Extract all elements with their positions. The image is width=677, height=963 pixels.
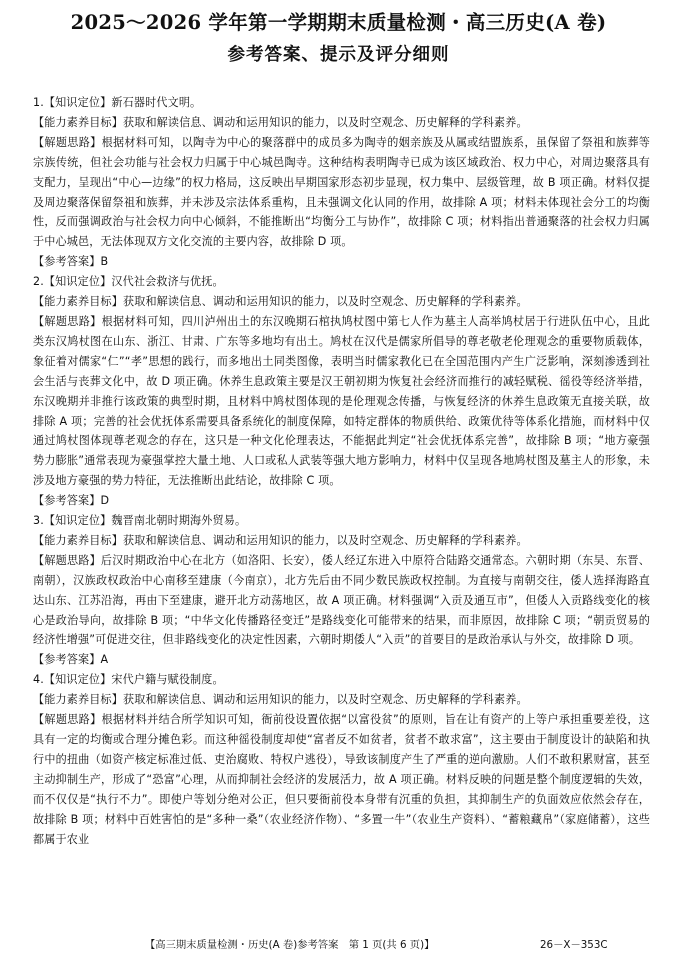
- page-subtitle: 参考答案、提示及评分细则: [227, 45, 450, 65]
- question-number: 3.: [33, 514, 44, 528]
- page-footer: [0, 936, 677, 954]
- question-number: 2.: [33, 275, 44, 289]
- ability-text: 【能力素养目标】获取和解读信息、调动和运用知识的能力，以及时空观念、历史解释的学科素养。: [33, 533, 528, 547]
- knowledge-text: 【知识定位】魏晋南北朝时期海外贸易。: [43, 514, 247, 528]
- question-knowledge: [33, 670, 650, 690]
- answer-text: 【参考答案】A: [33, 653, 109, 667]
- footer-exam-code: 26－X－353C: [540, 939, 608, 951]
- question-block-4: [33, 670, 650, 849]
- knowledge-text: 【知识定位】汉代社会救济与优抚。: [43, 275, 224, 289]
- knowledge-text: 【知识定位】宋代户籍与赋役制度。: [43, 673, 224, 687]
- knowledge-text: 【知识定位】新石器时代文明。: [43, 96, 202, 109]
- question-block-3: [33, 511, 650, 670]
- answers-body: [33, 93, 650, 920]
- analysis-text: 【解题思路】根据材料可知，四川泸州出土的东汉晚期石棺执鸠杖图中第七人作为墓主人高举鸠杖居于行进队伍中心，且此类东汉鸠杖图在山东、浙江、甘肃、广东等多地均有出土。鸠杖在汉代是儒家所倡导的尊老敬老伦理观念的重要物质载体，象征着对儒家“仁”“孝”思想的践行，而多地出土同类图像，表明当时儒家教化已在全国范围内产生广泛影响，深刻渗透到社会生活与丧葬文化中，故 D 项正确。休养生息政策主要是汉王朝初期为恢复社会经济而推行的减轻赋税、徭役等经济举措，东汉晚期并非推行该政策的典型时期，且材料中鸠杖图体现的是伦理观念传播，与恢复经济的休养生息政策无直接关联，故排除 A 项；完善的社会优抚体系需要具备系统化的制度保障，如特定群体的物质供给、政策优待等体系化措施，而材料中仅通过鸠杖图体现尊老观念的存在，这只是一种文化伦理表达，不能据此判定“社会优抚体系完善”，故排除 B 项；“地方豪强势力膨胀”通常表现为豪强掌控大量土地、人口或私人武装等强大地方影响力，材料中仅呈现各地鸠杖图及墓主人的形象，未涉及地方豪强的势力特征，无法推断出此结论，故排除 C 项。: [33, 314, 650, 488]
- ability-text: 【能力素养目标】获取和解读信息、调动和运用知识的能力，以及时空观念、历史解释的学科素养。: [33, 115, 528, 129]
- question-knowledge: [33, 93, 650, 113]
- question-knowledge: [33, 511, 650, 531]
- footer-page-info: 【高三期末质量检测・历史(A 卷)参考答案 第 1 页(共 6 页)】: [145, 939, 435, 951]
- question-number: 4.: [33, 673, 44, 687]
- question-number: 1.: [33, 96, 44, 109]
- analysis-text: 【解题思路】根据材料并结合所学知识可知，衙前役设置依据“以富役贫”的原则，旨在让有资产的上等户承担重要差役，这具有一定的均衡或合理分摊色彩。而这种徭役制度却使“富者反不如贫者，贫者不敢求富”，这主要由于制度设计的缺陷和执行中的扭曲（如资产核定标准过低、吏治腐败、特权户逃役），导致该制度产生了严重的逆向激励。人们不敢积累财富，甚至主动抑制生产，形成了“恐富”心理，从而抑制社会经济的发展活力，故 A 项正确。材料反映的问题是整个制度逻辑的失效，而不仅仅是“执行不力”。即使户等划分绝对公正，但只要衙前役本身带有沉重的负担，其抑制生产的负面效应依然会存在，故排除 B 项；材料中百姓害怕的是“多种一桑”（农业经济作物）、“多置一牛”（农业生产资料）、“蓄粮藏帛”（家庭储蓄），这些都属于农业: [33, 713, 650, 846]
- analysis-text: 【解题思路】后汉时期政治中心在北方（如洛阳、长安），倭人经辽东进入中原符合陆路交通常态。六朝时期（东吴、东晋、南朝），汉族政权政治中心南移至建康（今南京），北方先后由不同少数民族政权控制。为直接与南朝交往，倭人选择海路直达山东、江苏沿海，再由下至建康，避开北方动荡地区，故 A 项正确。材料强调“入贡及通互市”，但倭人入贡路线变化的核心是政治导向，故排除 B 项；“中华文化传播路径变迁”是路线变化可能带来的结果，而非原因，故排除 C 项；“朝贡贸易的经济性增强”可促进交往，但非路线变化的决定性因素，六朝时期倭人“入贡”的首要目的是政治承认与外交，故排除 D 项。: [33, 553, 650, 647]
- question-block-1: [33, 93, 650, 272]
- ability-text: 【能力素养目标】获取和解读信息、调动和运用知识的能力，以及时空观念、历史解释的学科素养。: [33, 693, 528, 707]
- question-block-2: [33, 272, 650, 511]
- ability-text: 【能力素养目标】获取和解读信息、调动和运用知识的能力，以及时空观念、历史解释的学科素养。: [33, 295, 528, 309]
- answer-text: 【参考答案】D: [33, 494, 110, 508]
- analysis-text: 【解题思路】根据材料可知，以陶寺为中心的聚落群中的成员多为陶寺的姻亲族及从属或结盟族系，虽保留了祭祖和族葬等宗族传统，但社会功能与社会权力归属于中心城邑陶寺。这种结构表明陶寺已成为该区域政治、权力中心，对周边聚落具有支配力，呈现出“中心—边缘”的权力格局，这反映出早期国家形态初步显现，权力集中、层级管理，故 B 项正确。材料仅提及周边聚落保留祭祖和族葬，并未涉及宗法体系重构，且未强调文化认同的作用，故排除 A 项；材料未体现社会分工的均衡性，反而强调政治与社会权力向中心倾斜，不能推断出“均衡分工与协作”，故排除 C 项；材料指出普通聚落的社会权力归属于中心城邑，无法体现双方文化交流的主要内容，故排除 D 项。: [33, 135, 650, 249]
- page-title: 2025～2026 学年第一学期期末质量检测・高三历史(A 卷): [70, 11, 607, 34]
- answer-text: 【参考答案】B: [33, 255, 109, 269]
- question-knowledge: [33, 272, 650, 292]
